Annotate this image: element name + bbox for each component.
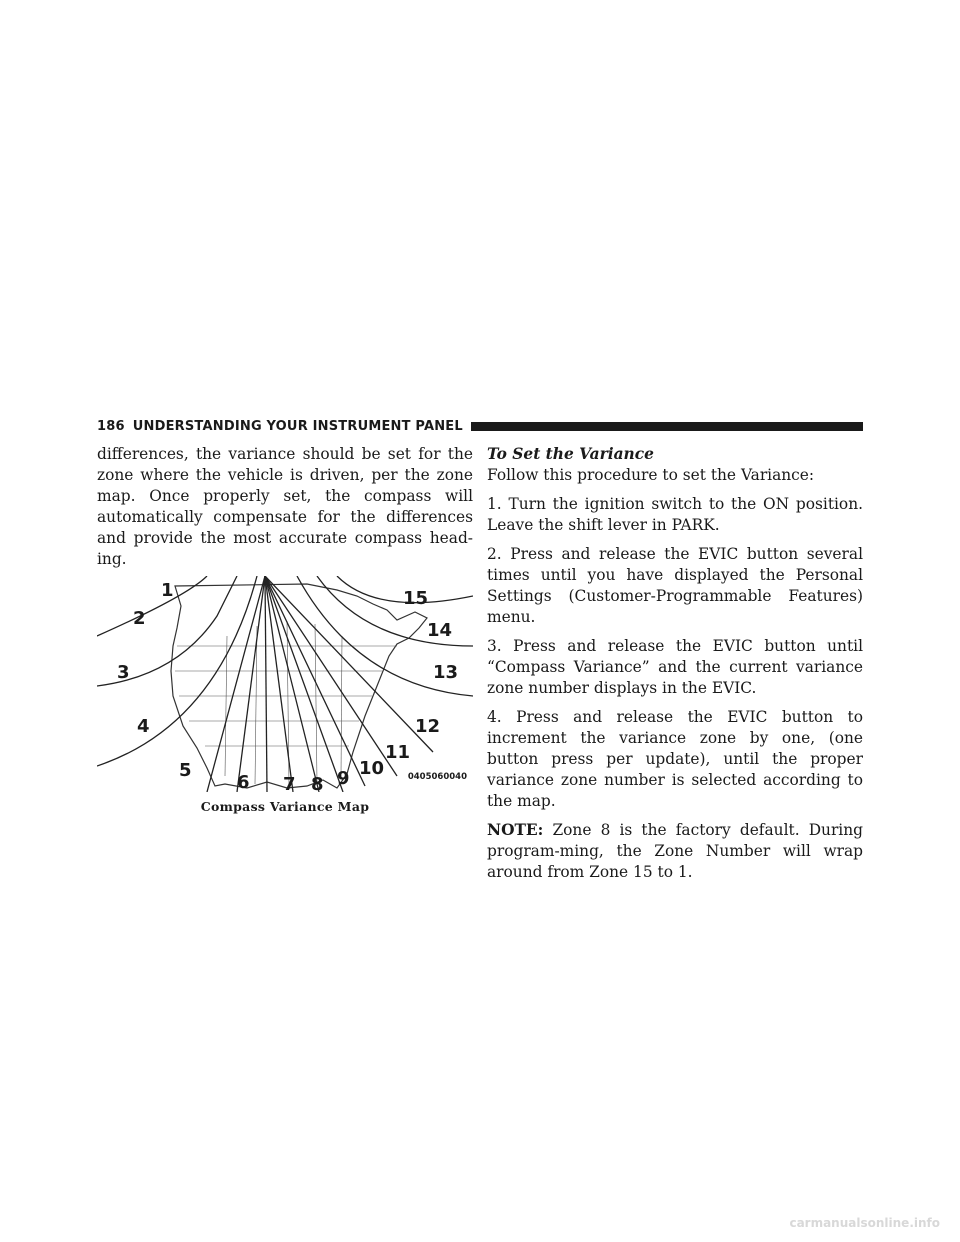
zone-label: 14 (427, 620, 453, 641)
note-label: NOTE: (487, 821, 544, 839)
zone-label: 2 (133, 608, 146, 629)
zone-label: 5 (179, 760, 192, 781)
note (487, 820, 863, 883)
page-number: 186 (97, 418, 125, 434)
step-4: 4. Press and release the EVIC button to increment the variance zone by one, (one button press per update), until the proper variance zone number is selected according to the map. (487, 708, 863, 810)
figure-code: 0405060040 (407, 772, 467, 782)
right-column (487, 444, 863, 891)
zone-label: 3 (117, 662, 130, 683)
step-3: 3. Press and release the EVIC button until “Compass Variance” and the current variance zone number displays in the EVIC. (487, 637, 863, 697)
header-rule (471, 422, 863, 431)
figure-caption: Compass Variance Map (200, 799, 370, 814)
compass-variance-map (97, 576, 473, 795)
left-column (97, 444, 473, 817)
intro-paragraph: differences, the variance should be set for the zone where the vehicle is driven, per the zone map. Once properly set, the compass will automatically compensate for the differences and provide the most accurate compass head-ing. (97, 445, 473, 568)
zone-label: 8 (311, 774, 324, 795)
zone-label: 9 (337, 768, 350, 789)
zone-label: 10 (359, 758, 385, 779)
step-1: 1. Turn the ignition switch to the ON position. Leave the shift lever in PARK. (487, 495, 863, 534)
step-2: 2. Press and release the EVIC button several times until you have displayed the Personal Settings (Customer-Programmable Features) menu. (487, 545, 863, 626)
zone-label: 6 (237, 772, 250, 793)
section-subheading: To Set the Variance (487, 445, 654, 463)
zone-label: 7 (283, 774, 296, 795)
page-header (97, 418, 863, 434)
zone-label: 15 (403, 588, 429, 609)
zone-label: 11 (385, 742, 411, 763)
watermark: carmanualsonline.info (789, 1216, 940, 1230)
section-title: UNDERSTANDING YOUR INSTRUMENT PANEL (132, 418, 463, 434)
zone-label: 1 (161, 580, 174, 601)
note-text: Zone 8 is the factory default. During program-ming, the Zone Number will wrap around from Zone 15 to 1. (487, 821, 863, 881)
zone-label: 13 (433, 662, 459, 683)
zone-label: 12 (415, 716, 441, 737)
procedure-intro: Follow this procedure to set the Variance: (487, 466, 815, 484)
zone-label: 4 (137, 716, 150, 737)
